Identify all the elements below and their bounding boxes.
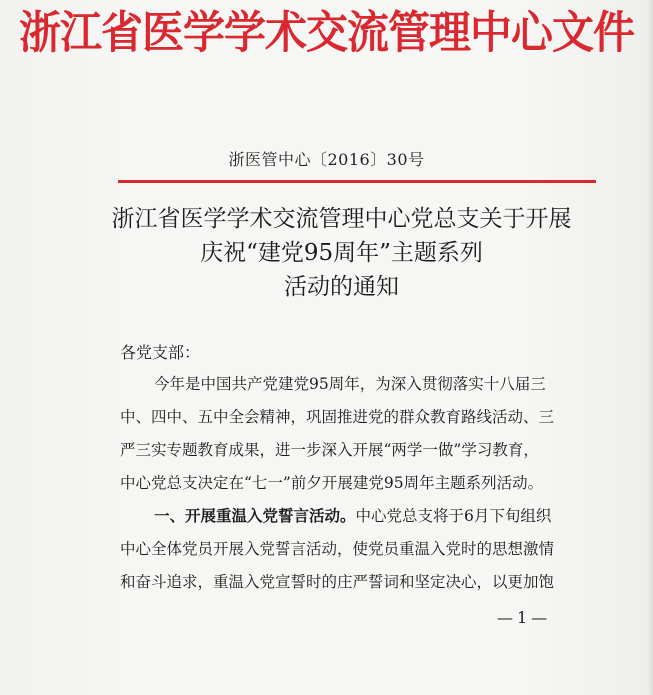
paragraph-line <box>120 500 600 533</box>
body-text <box>120 368 600 599</box>
section-heading: 一、开展重温入党誓言活动。 <box>154 507 356 525</box>
notice-title <box>60 202 623 304</box>
paragraph-line: 今年是中国共产党建党95周年，为深入贯彻落实十八届三 <box>154 375 546 393</box>
paragraph-line: 和奋斗追求，重温入党宣誓时的庄严誓词和坚定决心，以更加饱 <box>120 573 555 591</box>
paragraph-section-1 <box>120 500 600 599</box>
paragraph-line: 中心全体党员开展入党誓言活动，使党员重温入党时的思想激情 <box>120 540 555 558</box>
page-edge-shadow <box>647 0 653 695</box>
paragraph-line: 中心党总支决定在“七一”前夕开展建党95周年主题系列活动。 <box>120 474 544 492</box>
paragraph-line: 中、四中、五中全会精神，巩固推进党的群众教育路线活动、三 <box>120 408 555 426</box>
salutation: 各党支部： <box>120 343 201 362</box>
page-number: —1— <box>497 608 552 627</box>
title-line: 庆祝“建党95周年”主题系列 <box>200 240 483 266</box>
paragraph-line: 严三实专题教育成果，进一步深入开展“两学一做”学习教育， <box>120 441 539 459</box>
paragraph-intro <box>120 368 600 500</box>
masthead-title: 浙江省医学学术交流管理中心文件 <box>18 6 634 59</box>
title-line: 浙江省医学学术交流管理中心党总支关于开展 <box>111 206 572 232</box>
section-text: 中心党总支将于6月下旬组织 <box>355 507 552 525</box>
document-number: 浙医管中心〔2016〕30号 <box>228 150 425 169</box>
red-divider-line <box>118 180 596 183</box>
title-line: 活动的通知 <box>284 274 399 300</box>
